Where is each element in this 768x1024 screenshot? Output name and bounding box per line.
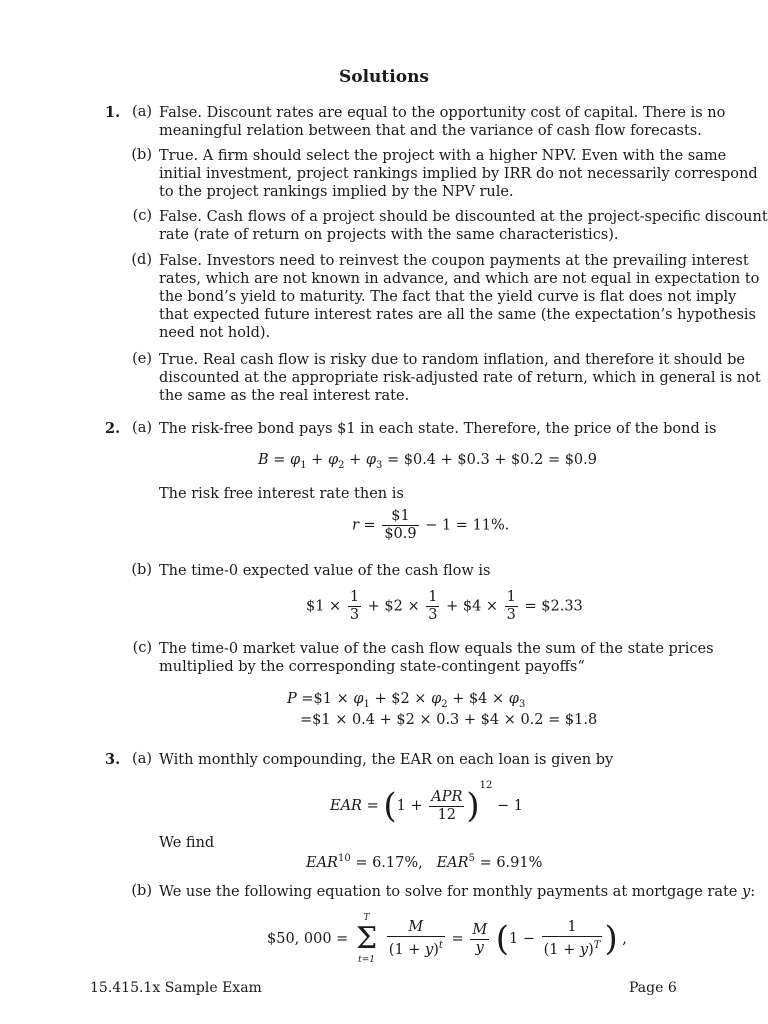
eq-tail: − 1 (496, 798, 523, 814)
equation-risk-free-rate: r = $\frac{\$1}{\$0.9}$ − 1 = 11%. (352, 508, 510, 542)
text-line: rate (rate of return on projects with the same characteristics). (159, 227, 619, 243)
fraction: $\frac{M}{y}$ (472, 921, 488, 956)
equation-market-value-row2: =$1 × 0.4 + $2 × 0.3 + $4 × 0.2 = $1.8 (300, 712, 598, 728)
fraction-denominator: 12 (437, 806, 457, 823)
footer-course: 15.415.1x Sample Exam (90, 980, 262, 996)
q1-a-text (159, 104, 725, 140)
eq-rhs: = $0.4 + $0.3 + $0.2 = $0.9 (386, 452, 597, 468)
text-line: discounted at the appropriate risk-adjusted rate of return, which in general is not (159, 370, 761, 386)
fraction-numerator: 1 (428, 589, 438, 605)
fraction-numerator: $1 (382, 508, 418, 526)
q1-c-label: (c) (132, 208, 152, 224)
equation-expected-value (306, 589, 583, 624)
text-line: False. Investors need to reinvest the coupon payments at the prevailing interest (159, 253, 749, 269)
equation-bond-price: $B = \varphi_1 + \varphi_2 + \varphi_3$ = $0.4 + $0.3 + $0.2 = $0.9 (258, 452, 597, 471)
text-line: meaningful relation between that and the variance of cash flow forecasts. (159, 123, 702, 139)
text-line: that expected future interest rates are all the same (the expectation’s hypothesis (159, 307, 756, 323)
exponent: 12 (479, 780, 493, 791)
text-line: The time-0 market value of the cash flow equals the sum of the state prices (159, 641, 714, 657)
eq-term: + $4 × (446, 598, 499, 615)
footer-page-number: Page 6 (629, 980, 677, 996)
eq-rhs: − 1 = 11%. (425, 517, 510, 534)
text-line: multiplied by the corresponding state-contingent payoffs“ (159, 659, 585, 675)
fraction (426, 589, 439, 624)
fraction (348, 589, 361, 624)
q3-a-text2: We find (159, 835, 215, 851)
q1-d-text (159, 252, 759, 342)
equation-market-value-row1: P =$1 × $\varphi_1$ + $2 × $\varphi_2$ + $4 × $\varphi_3$ (287, 691, 526, 710)
fraction-denominator: 3 (506, 607, 516, 623)
q1-d-label: (d) (131, 252, 152, 268)
fraction-denominator: 3 (349, 607, 360, 623)
q1-b-label: (b) (131, 147, 152, 163)
equation-ear: EAR = (1 + $\frac{\text{APR}}{12}$ )$^{12}$ − 1 (330, 780, 523, 826)
question-number-2: 2. (105, 420, 121, 437)
text-line: rates, which are not known in advance, and which are not equal in expectation to (159, 271, 760, 287)
fraction (429, 789, 464, 824)
text-line: False. Discount rates are equal to the opportunity cost of capital. There is no (159, 105, 726, 121)
eq-symbol: EAR (330, 798, 362, 814)
left-paren: ( (495, 919, 510, 959)
fraction-numerator: 1 (349, 589, 360, 605)
eq-term: $1 × (306, 598, 342, 615)
text-line: to the project rankings implied by the NPV rule. (159, 184, 514, 200)
fraction (382, 508, 418, 543)
fraction: $\frac{1}{(1 + y)^T}$ (543, 919, 601, 958)
eq-lhs: $50, 000 = (267, 931, 349, 947)
fraction-numerator: 1 (506, 589, 516, 605)
question-number-1: 1. (105, 104, 121, 121)
q3-b-label: (b) (131, 883, 152, 899)
q3-a-text: With monthly compounding, the EAR on each loan is given by (159, 752, 614, 768)
page-title: Solutions (338, 67, 429, 87)
fraction: $\frac{M}{(1 + y)^t}$ (388, 919, 443, 958)
q2-a-text: The risk-free bond pays $1 in each state. Therefore, the price of the bond is (159, 421, 717, 437)
q2-b-text: The time-0 expected value of the cash flow is (159, 563, 491, 579)
fraction-denominator: $0.9 (384, 526, 417, 542)
q2-a-label: (a) (132, 420, 152, 436)
eq-result: = 6.91% (479, 854, 543, 871)
eq-result: = 6.17%, (355, 854, 423, 871)
q1-e-text (159, 351, 761, 405)
question-number-3: 3. (105, 751, 121, 768)
text-line: True. Real cash flow is risky due to random inflation, and therefore it should be (159, 352, 745, 368)
equation-mortgage-payment: $50, 000 = T Σ t=1 $\frac{M}{(1 + y)^t}$ = $\frac{M}{y}$ (1 − $\frac{1}{(1 + y)^T}$ ) , (267, 913, 627, 965)
q2-a-text2: The risk free interest rate then is (159, 486, 404, 502)
fraction-numerator: APR (431, 788, 463, 805)
q1-c-text (159, 208, 768, 244)
q3-b-text: We use the following equation to solve for monthly payments at mortgage rate y: (159, 884, 756, 900)
q1-a-label: (a) (132, 104, 152, 120)
text-line: need not hold). (159, 325, 271, 341)
fraction (505, 589, 518, 624)
text-line: the bond’s yield to maturity. The fact that the yield curve is flat does not imply (159, 289, 737, 305)
text-line: initial investment, project rankings implied by IRR do not necessarily correspond (159, 166, 758, 182)
eq-result: = $2.33 (524, 598, 583, 615)
q2-c-label: (c) (132, 640, 152, 656)
eq-term: + $2 × (367, 598, 420, 615)
q3-a-label: (a) (132, 751, 152, 767)
text-line: False. Cash flows of a project should be discounted at the project-specific discount (159, 209, 768, 225)
equation-ear-results: EAR$^{10}$ = 6.17%, EAR$^5$ = 6.91% (306, 853, 543, 871)
left-paren: ( (383, 786, 397, 826)
q2-c-text (159, 640, 714, 676)
summation: T Σ t=1 (355, 913, 378, 965)
text-line: the same as the real interest rate. (159, 388, 410, 404)
superscript: 10 (337, 853, 351, 864)
superscript: 5 (468, 853, 475, 864)
fraction-denominator: 3 (428, 607, 438, 623)
right-paren: ) (604, 919, 618, 959)
q1-e-label: (e) (132, 351, 152, 367)
right-paren: ) (466, 786, 480, 826)
eq-symbol: B (258, 452, 269, 468)
q2-b-label: (b) (131, 562, 152, 578)
text-line: True. A firm should select the project with a higher NPV. Even with the same (159, 148, 727, 164)
q1-b-text (159, 147, 758, 201)
text-segment: We use the following equation to solve for monthly payments at mortgage rate (159, 884, 742, 900)
